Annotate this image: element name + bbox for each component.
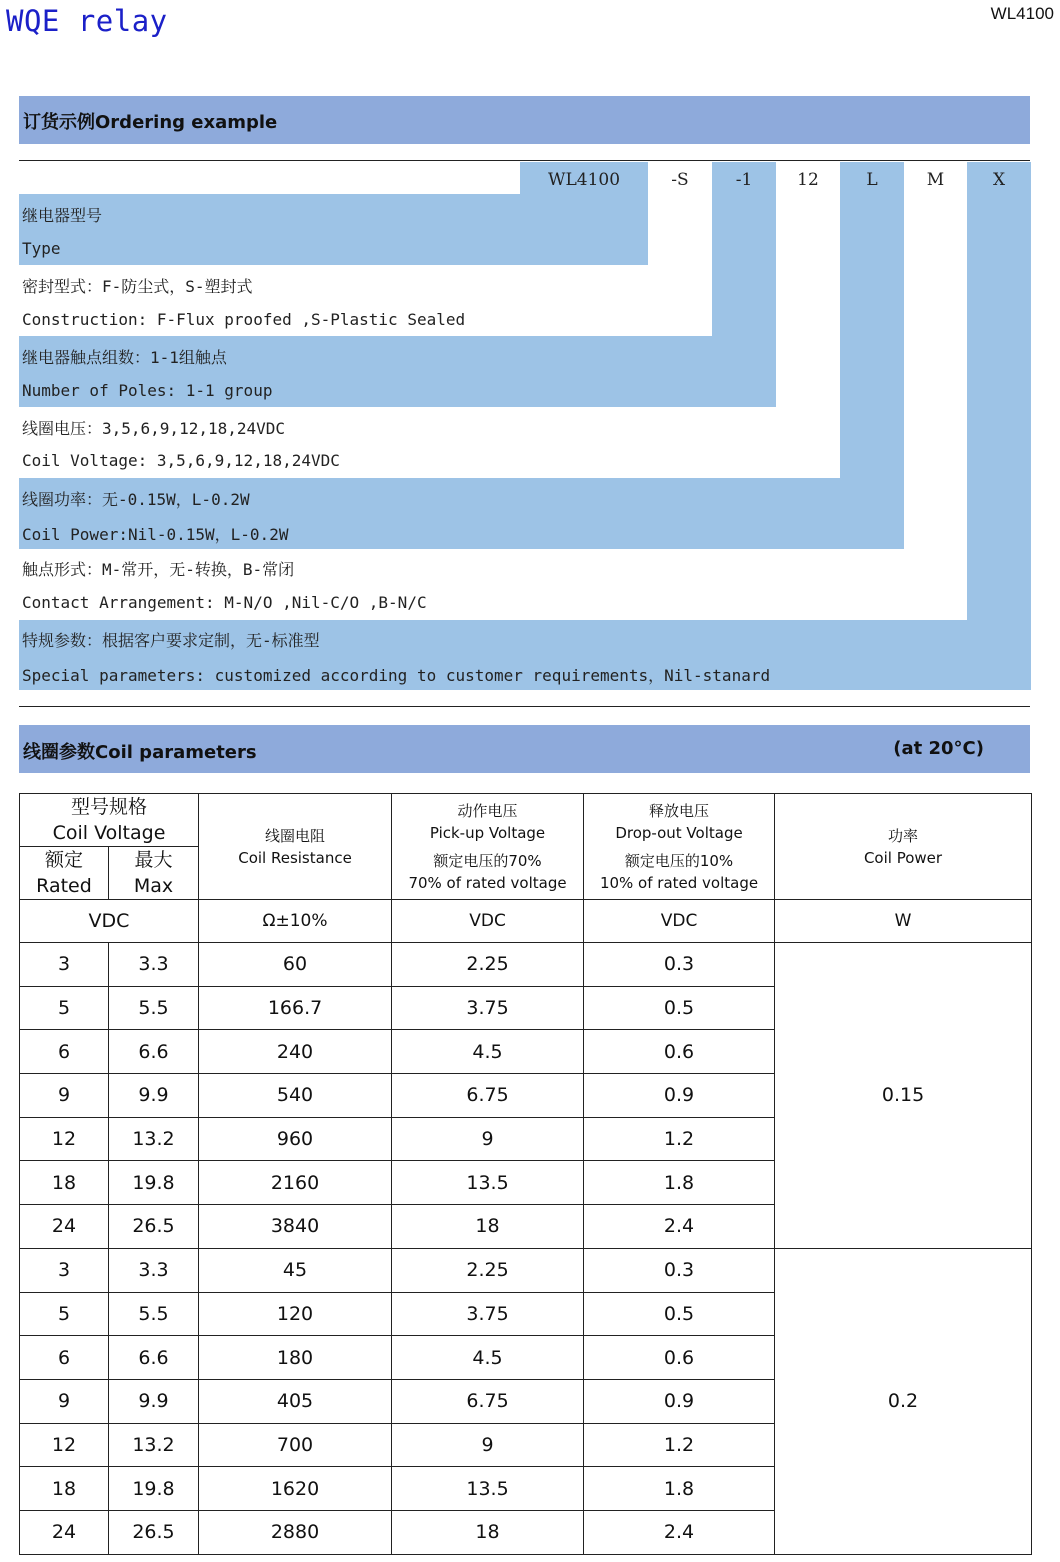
rated-voltage-cell: 24: [20, 1205, 109, 1249]
dropout-voltage-cell: 1.2: [584, 1117, 775, 1161]
coil-condition: (at 20°C): [893, 738, 984, 759]
row-type-en: Type: [22, 239, 61, 258]
header-dropout: 释放电压 Drop-out Voltage 额定电压的10% 10% of rated voltage: [584, 794, 775, 900]
pickup-voltage-cell: 13.5: [392, 1161, 584, 1205]
dropout-voltage-cell: 1.8: [584, 1467, 775, 1511]
rated-voltage-cell: 3: [20, 943, 109, 987]
pickup-voltage-cell: 18: [392, 1510, 584, 1554]
coil-section-title: 线圈参数Coil parameters: [23, 742, 257, 763]
row-construction-en: Construction: F-Flux proofed ,S-Plastic Sealed: [22, 310, 466, 329]
pickup-voltage-cell: 6.75: [392, 1379, 584, 1423]
max-voltage-cell: 13.2: [109, 1117, 199, 1161]
coil-resistance-cell: 60: [199, 943, 392, 987]
document-code: WL4100: [990, 4, 1054, 23]
pickup-voltage-cell: 6.75: [392, 1074, 584, 1118]
coil-resistance-cell: 700: [199, 1423, 392, 1467]
dropout-voltage-cell: 0.9: [584, 1074, 775, 1118]
coil-resistance-cell: 180: [199, 1336, 392, 1380]
rated-voltage-cell: 6: [20, 1336, 109, 1380]
unit-voltage: VDC: [20, 900, 199, 943]
ordering-section-title: 订货示例Ordering example: [23, 112, 278, 133]
row-power-en: Coil Power:Nil-0.15W，L-0.2W: [22, 525, 289, 544]
dropout-voltage-cell: 2.4: [584, 1510, 775, 1554]
coil-resistance-cell: 45: [199, 1248, 392, 1292]
coil-power-cell: 0.2: [775, 1248, 1032, 1554]
pickup-voltage-cell: 3.75: [392, 1292, 584, 1336]
header-coil-voltage: 型号规格 Coil Voltage: [20, 794, 199, 847]
coil-power-cell: 0.15: [775, 943, 1032, 1249]
rated-voltage-cell: 3: [20, 1248, 109, 1292]
rated-voltage-cell: 9: [20, 1074, 109, 1118]
row-voltage-en: Coil Voltage: 3,5,6,9,12,18,24VDC: [22, 451, 340, 470]
max-voltage-cell: 3.3: [109, 1248, 199, 1292]
max-voltage-cell: 5.5: [109, 1292, 199, 1336]
dropout-voltage-cell: 0.6: [584, 1030, 775, 1074]
dropout-voltage-cell: 0.3: [584, 943, 775, 987]
rated-voltage-cell: 5: [20, 1292, 109, 1336]
row-contact-zh: 触点形式：M-常开，无-转换，B-常闭: [22, 560, 295, 579]
pickup-voltage-cell: 4.5: [392, 1030, 584, 1074]
max-voltage-cell: 26.5: [109, 1510, 199, 1554]
row-contact-en: Contact Arrangement: M-N/O ,Nil-C/O ,B-N/C: [22, 593, 427, 612]
coil-resistance-cell: 1620: [199, 1467, 392, 1511]
rated-voltage-cell: 5: [20, 986, 109, 1030]
row-voltage-zh: 线圈电压：3,5,6,9,12,18,24VDC: [22, 419, 286, 438]
ordering-section-header: [19, 96, 1030, 144]
max-voltage-cell: 6.6: [109, 1030, 199, 1074]
row-type-zh: 继电器型号: [22, 206, 103, 225]
coil-resistance-cell: 405: [199, 1379, 392, 1423]
divider: [19, 160, 1030, 161]
dropout-voltage-cell: 2.4: [584, 1205, 775, 1249]
dropout-voltage-cell: 1.8: [584, 1161, 775, 1205]
coil-resistance-cell: 2160: [199, 1161, 392, 1205]
coil-resistance-cell: 120: [199, 1292, 392, 1336]
header-pickup: 动作电压 Pick-up Voltage 额定电压的70% 70% of rated voltage: [392, 794, 584, 900]
pickup-voltage-cell: 13.5: [392, 1467, 584, 1511]
coil-resistance-cell: 2880: [199, 1510, 392, 1554]
pickup-voltage-cell: 18: [392, 1205, 584, 1249]
max-voltage-cell: 3.3: [109, 943, 199, 987]
pickup-voltage-cell: 2.25: [392, 943, 584, 987]
unit-resistance: Ω±10%: [199, 900, 392, 943]
unit-pickup: VDC: [392, 900, 584, 943]
dropout-voltage-cell: 1.2: [584, 1423, 775, 1467]
code-special: X: [992, 170, 1006, 190]
rated-voltage-cell: 24: [20, 1510, 109, 1554]
header-max: 最大 Max: [109, 847, 199, 900]
max-voltage-cell: 9.9: [109, 1379, 199, 1423]
row-construction-zh: 密封型式：F-防尘式，S-塑封式: [22, 277, 253, 296]
unit-power: W: [775, 900, 1032, 943]
coil-resistance-cell: 540: [199, 1074, 392, 1118]
dropout-voltage-cell: 0.9: [584, 1379, 775, 1423]
max-voltage-cell: 5.5: [109, 986, 199, 1030]
dropout-voltage-cell: 0.5: [584, 1292, 775, 1336]
pickup-voltage-cell: 9: [392, 1117, 584, 1161]
coil-resistance-cell: 240: [199, 1030, 392, 1074]
max-voltage-cell: 19.8: [109, 1161, 199, 1205]
row-special-zh: 特规参数：根据客户要求定制，无-标准型: [22, 631, 320, 650]
row-poles-en: Number of Poles: 1-1 group: [22, 381, 273, 400]
max-voltage-cell: 6.6: [109, 1336, 199, 1380]
pickup-voltage-cell: 9: [392, 1423, 584, 1467]
max-voltage-cell: 9.9: [109, 1074, 199, 1118]
pickup-voltage-cell: 4.5: [392, 1336, 584, 1380]
max-voltage-cell: 13.2: [109, 1423, 199, 1467]
dropout-voltage-cell: 0.5: [584, 986, 775, 1030]
row-power-zh: 线圈功率：无-0.15W，L-0.2W: [22, 490, 250, 509]
rated-voltage-cell: 18: [20, 1467, 109, 1511]
table-row: [20, 943, 1032, 987]
row-special-en: Special parameters: customized according to customer requirements，Nil-stanard: [22, 666, 771, 685]
code-model: WL4100: [547, 170, 621, 190]
code-bar-special: [967, 162, 1031, 690]
coil-resistance-cell: 3840: [199, 1205, 392, 1249]
max-voltage-cell: 19.8: [109, 1467, 199, 1511]
dropout-voltage-cell: 0.6: [584, 1336, 775, 1380]
coil-resistance-cell: 960: [199, 1117, 392, 1161]
rated-voltage-cell: 18: [20, 1161, 109, 1205]
dropout-voltage-cell: 0.3: [584, 1248, 775, 1292]
pickup-voltage-cell: 2.25: [392, 1248, 584, 1292]
rated-voltage-cell: 9: [20, 1379, 109, 1423]
header-power: 功率 Coil Power: [775, 794, 1032, 900]
band-type: [19, 194, 648, 265]
code-power: L: [866, 170, 878, 190]
brand-title: WQE relay: [6, 4, 168, 38]
coil-parameters-table: [19, 793, 1032, 1555]
max-voltage-cell: 26.5: [109, 1205, 199, 1249]
rated-voltage-cell: 12: [20, 1423, 109, 1467]
rated-voltage-cell: 12: [20, 1117, 109, 1161]
header-rated: 额定 Rated: [20, 847, 109, 900]
pickup-voltage-cell: 3.75: [392, 986, 584, 1030]
unit-dropout: VDC: [584, 900, 775, 943]
code-voltage: 12: [797, 170, 819, 190]
table-row: [20, 1248, 1032, 1292]
code-construction: -S: [671, 170, 689, 190]
coil-section-header: [19, 725, 1030, 773]
row-poles-zh: 继电器触点组数：1-1组触点: [22, 348, 227, 367]
code-poles: -1: [735, 170, 753, 190]
coil-resistance-cell: 166.7: [199, 986, 392, 1030]
code-contact: M: [926, 170, 945, 190]
rated-voltage-cell: 6: [20, 1030, 109, 1074]
header-resistance: 线圈电阻 Coil Resistance: [199, 794, 392, 900]
divider: [19, 706, 1030, 707]
